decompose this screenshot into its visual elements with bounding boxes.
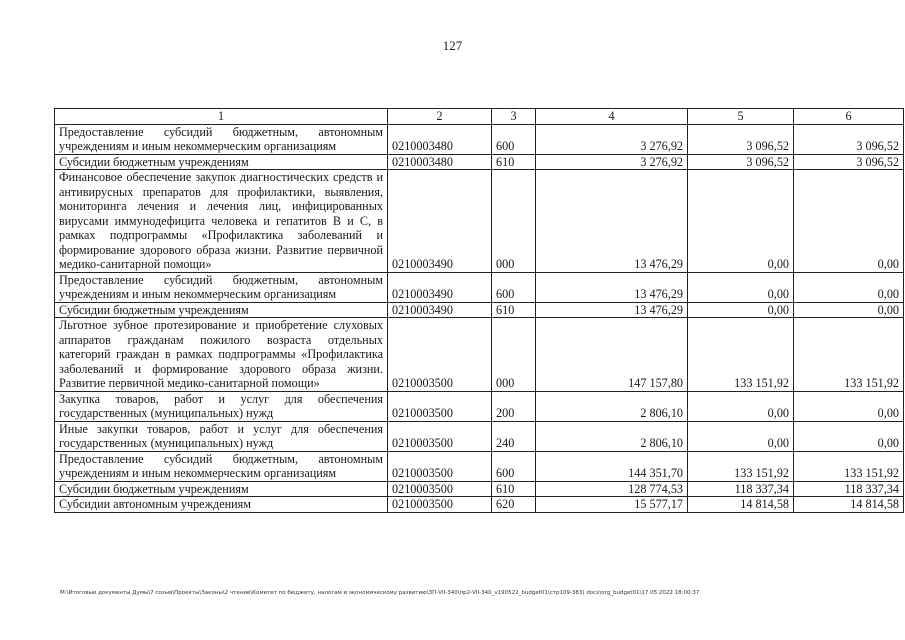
row-name-cell: Иные закупки товаров, работ и услуг для обеспечения государственных (муниципальных) нужд (55, 421, 388, 451)
row-type-cell: 600 (492, 451, 536, 481)
row-amount-col5: 0,00 (688, 272, 794, 302)
row-code-cell: 0210003500 (388, 497, 492, 513)
row-amount-col5: 0,00 (688, 170, 794, 273)
row-amount-col6: 0,00 (794, 302, 904, 318)
row-name-cell: Финансовое обеспечение закупок диагностических средств и антивирусных препаратов для профилактики, выявления, мониторинга лечения и лечения лиц, инфицированных вирусами иммунодефицита человека и гепатитов В и С, в рамках подпрограммы «Профилактика заболеваний и формирование здорового образа жизни. Развитие первичной медико-санитарной помощи» (55, 170, 388, 273)
row-amount-col6: 133 151,92 (794, 451, 904, 481)
row-type-cell: 610 (492, 302, 536, 318)
row-name-cell: Льготное зубное протезирование и приобретение слуховых аппаратов гражданам пожилого возраста отдельных категорий граждан в рамках подпрограммы «Профилактика заболеваний и формирование здорового образа жизни. Развитие первичной медико-санитарной помощи» (55, 318, 388, 392)
row-amount-col4: 3 276,92 (536, 124, 688, 154)
row-code-cell: 0210003490 (388, 302, 492, 318)
row-code-cell: 0210003500 (388, 421, 492, 451)
row-amount-col6: 0,00 (794, 170, 904, 273)
row-amount-col5: 0,00 (688, 421, 794, 451)
row-type-cell: 600 (492, 124, 536, 154)
column-header: 3 (492, 109, 536, 125)
row-name-cell: Предоставление субсидий бюджетным, автономным учреждениям и иным некоммерческим организациям (55, 272, 388, 302)
table-row (55, 451, 904, 481)
row-amount-col6: 14 814,58 (794, 497, 904, 513)
row-type-cell: 200 (492, 391, 536, 421)
row-amount-col4: 13 476,29 (536, 302, 688, 318)
row-amount-col5: 0,00 (688, 391, 794, 421)
column-header: 4 (536, 109, 688, 125)
footer-file-path: M:\Итоговые документы Думы\7 созыв\Проекты\Законы\2 чтение\Комитет по бюджету, налогам и экономическому развитию\ЗП-VII-340\пр2-VII-340_v190522_budget01\стр109-383) docx\org_budget01\17.05.2022 18:00:37 (60, 590, 700, 596)
row-type-cell: 600 (492, 272, 536, 302)
column-header: 1 (55, 109, 388, 125)
row-code-cell: 0210003490 (388, 272, 492, 302)
row-amount-col4: 147 157,80 (536, 318, 688, 392)
row-amount-col6: 3 096,52 (794, 154, 904, 170)
row-amount-col5: 14 814,58 (688, 497, 794, 513)
row-type-cell: 610 (492, 481, 536, 497)
row-amount-col5: 118 337,34 (688, 481, 794, 497)
row-amount-col4: 3 276,92 (536, 154, 688, 170)
row-amount-col4: 2 806,10 (536, 391, 688, 421)
row-amount-col5: 133 151,92 (688, 451, 794, 481)
row-name-cell: Субсидии бюджетным учреждениям (55, 302, 388, 318)
row-type-cell: 240 (492, 421, 536, 451)
table-header-row (55, 109, 904, 125)
row-name-cell: Предоставление субсидий бюджетным, автономным учреждениям и иным некоммерческим организациям (55, 124, 388, 154)
row-name-cell: Субсидии автономным учреждениям (55, 497, 388, 513)
row-name-cell: Закупка товаров, работ и услуг для обеспечения государственных (муниципальных) нужд (55, 391, 388, 421)
row-amount-col4: 128 774,53 (536, 481, 688, 497)
table-row (55, 497, 904, 513)
row-code-cell: 0210003500 (388, 391, 492, 421)
row-amount-col5: 0,00 (688, 302, 794, 318)
row-amount-col6: 0,00 (794, 272, 904, 302)
row-code-cell: 0210003480 (388, 124, 492, 154)
column-header: 2 (388, 109, 492, 125)
table-row (55, 302, 904, 318)
column-header: 5 (688, 109, 794, 125)
row-type-cell: 620 (492, 497, 536, 513)
budget-table (54, 108, 904, 513)
table-row (55, 272, 904, 302)
row-amount-col5: 133 151,92 (688, 318, 794, 392)
row-amount-col4: 15 577,17 (536, 497, 688, 513)
table-row (55, 481, 904, 497)
row-amount-col6: 133 151,92 (794, 318, 904, 392)
row-type-cell: 610 (492, 154, 536, 170)
table-row (55, 154, 904, 170)
row-amount-col4: 144 351,70 (536, 451, 688, 481)
row-code-cell: 0210003490 (388, 170, 492, 273)
row-type-cell: 000 (492, 318, 536, 392)
row-type-cell: 000 (492, 170, 536, 273)
row-name-cell: Предоставление субсидий бюджетным, автономным учреждениям и иным некоммерческим организациям (55, 451, 388, 481)
table-row (55, 391, 904, 421)
column-header: 6 (794, 109, 904, 125)
row-code-cell: 0210003500 (388, 318, 492, 392)
row-amount-col6: 0,00 (794, 421, 904, 451)
row-amount-col5: 3 096,52 (688, 154, 794, 170)
table-row (55, 421, 904, 451)
row-code-cell: 0210003480 (388, 154, 492, 170)
row-amount-col6: 3 096,52 (794, 124, 904, 154)
page-number: 127 (442, 38, 463, 53)
row-name-cell: Субсидии бюджетным учреждениям (55, 481, 388, 497)
row-amount-col4: 13 476,29 (536, 272, 688, 302)
row-amount-col5: 3 096,52 (688, 124, 794, 154)
row-amount-col4: 2 806,10 (536, 421, 688, 451)
row-amount-col4: 13 476,29 (536, 170, 688, 273)
table-body (55, 109, 904, 513)
row-amount-col6: 118 337,34 (794, 481, 904, 497)
row-name-cell: Субсидии бюджетным учреждениям (55, 154, 388, 170)
row-amount-col6: 0,00 (794, 391, 904, 421)
table-row (55, 170, 904, 273)
row-code-cell: 0210003500 (388, 451, 492, 481)
row-code-cell: 0210003500 (388, 481, 492, 497)
table-row (55, 318, 904, 392)
table-row (55, 124, 904, 154)
